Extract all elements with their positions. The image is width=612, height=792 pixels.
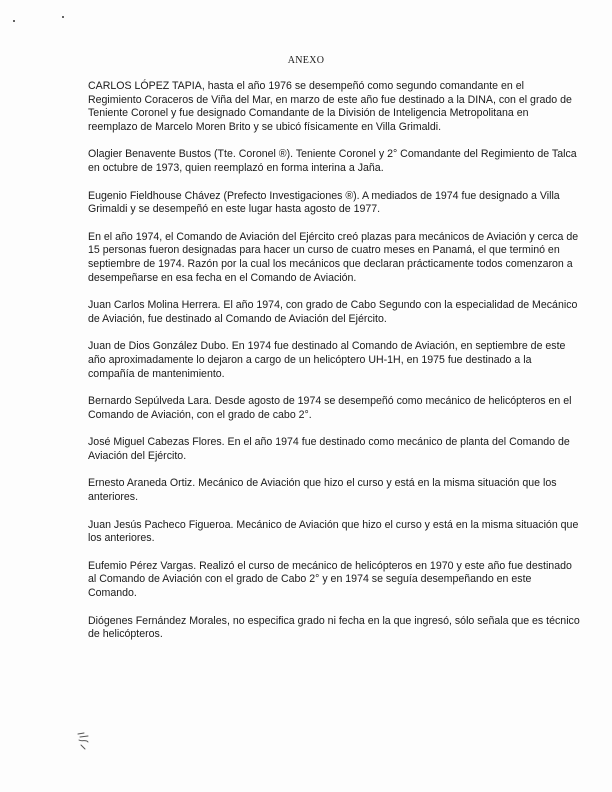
paragraph-molina: Juan Carlos Molina Herrera. El año 1974, con grado de Cabo Segundo con la especialidad de Mecánico de Aviación, fue destinado al Comando de Aviación del Ejército. bbox=[88, 299, 578, 325]
scan-speck bbox=[13, 20, 15, 22]
paragraph-gonzalez: Juan de Dios González Dubo. En 1974 fue destinado al Comando de Aviación, en septiembre de este año aproximadamente lo dejaron a cargo de un helicóptero UH-1H, en 1975 fue destinado a la compañía de mantenimiento. bbox=[88, 340, 566, 380]
handwritten-mark bbox=[74, 730, 94, 752]
paragraph-comando-aviacion: En el año 1974, el Comando de Aviación del Ejército creó plazas para mecánicos de Aviación y cerca de 15 personas fueron designadas para hacer un curso de cuatro meses en Panamá, el que terminó en septiembre de 1974. Razón por la cual los mecánicos que declaran prácticamente todos comenzaron a desempeñarse en esa fecha en el Comando de Aviación. bbox=[88, 230, 579, 284]
paragraph-sepulveda: Bernardo Sepúlveda Lara. Desde agosto de 1974 se desempeñó como mecánico de helicópteros en el Comando de Aviación, con el grado de cabo 2°. bbox=[88, 395, 572, 421]
paragraph-cabezas: José Miguel Cabezas Flores. En el año 1974 fue destinado como mecánico de planta del Comando de Aviación del Ejército. bbox=[88, 436, 570, 462]
paragraph-araneda: Ernesto Araneda Ortiz. Mecánico de Aviación que hizo el curso y está en la misma situación que los anteriores. bbox=[88, 477, 557, 504]
document-heading: ANEXO bbox=[287, 55, 325, 66]
scan-speck bbox=[62, 16, 64, 18]
paragraph-perez: Eufemio Pérez Vargas. Realizó el curso de mecánico de helicópteros en 1970 y este año fue destinado al Comando de Aviación con el grado de Cabo 2° y en 1974 se seguía desempeñando en este Comando. bbox=[88, 559, 572, 600]
paragraph-fernandez: Diógenes Fernández Morales, no especifica grado ni fecha en la que ingresó, sólo señala que es técnico de helicópteros. bbox=[88, 614, 580, 641]
paragraph-pacheco: Juan Jesús Pacheco Figueroa. Mecánico de Aviación que hizo el curso y está en la misma situación que los anteriores. bbox=[88, 518, 579, 545]
document-body bbox=[88, 80, 580, 656]
paragraph-fieldhouse: Eugenio Fieldhouse Chávez (Prefecto Investigaciones ®). A mediados de 1974 fue designado a Villa Grimaldi y se desempeñó en este lugar hasta agosto de 1977. bbox=[88, 189, 560, 216]
paragraph-benavente: Olagier Benavente Bustos (Tte. Coronel ®). Teniente Coronel y 2° Comandante del Regimiento de Talca en octubre de 1973, quien reemplazó en forma interina a Jaña. bbox=[88, 148, 577, 174]
paragraph-lopez-tapia: CARLOS LÓPEZ TAPIA, hasta el año 1976 se desempeñó como segundo comandante en el Regimiento Coraceros de Viña del Mar, en marzo de este año fue destinado a la DINA, con el grado de Teniente Coronel y fue designado Comandante de la División de Inteligencia Metropolitana en reemplazo de Marcelo Moren Brito y se ubicó físicamente en Villa Grimaldi. bbox=[88, 80, 572, 133]
